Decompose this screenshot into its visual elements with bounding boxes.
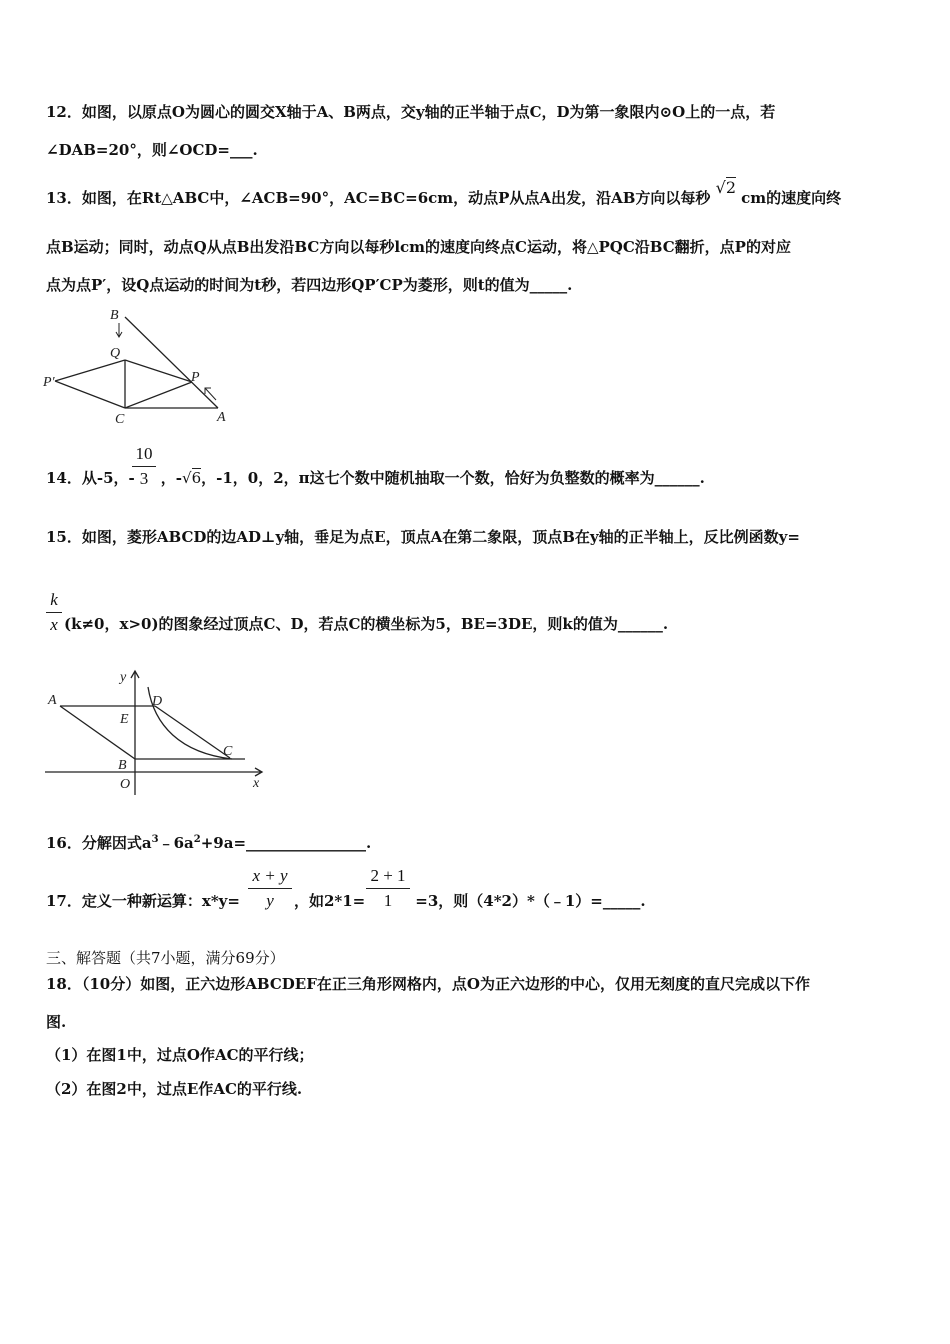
- q15-label-D: D: [152, 694, 163, 709]
- q18-sub2: （2）在图2中，过点E作AC的平行线.: [46, 1080, 303, 1098]
- q13-label-P: P: [191, 370, 200, 385]
- q14-frac-den: 3: [139, 469, 149, 488]
- q14-sqrt-sign: √: [182, 469, 192, 487]
- q15-line2: (k≠0，x>0)的图象经过顶点C、D，若点C的横坐标为5，BE=3DE，则k的值为______.: [64, 615, 669, 633]
- q15-fraction: [46, 590, 62, 635]
- q12-line2: ∠DAB=20°，则∠OCD=___.: [46, 141, 258, 159]
- q15-label-A: A: [48, 693, 57, 708]
- q18-line2: 图.: [46, 1013, 67, 1031]
- q13-figure: [40, 305, 240, 425]
- q13-line1-tail: cm的速度向终: [741, 189, 842, 207]
- q16-line: [46, 830, 371, 853]
- q13-line3: 点为点P′，设Q点运动的时间为t秒，若四边形QP′CP为菱形，则t的值为_____.: [46, 276, 573, 294]
- q18-line1: 18．（10分）如图，正六边形ABCDEF在正三角形网格内，点O为正六边形的中心，仅用无刻度的直尺完成以下作: [46, 975, 810, 993]
- q15-label-C: C: [223, 744, 233, 759]
- q15-label-B: B: [118, 758, 127, 773]
- q16-sup-3: 3: [151, 834, 159, 845]
- q14-text-b: ，-: [160, 469, 182, 487]
- q17-f1-den: y: [266, 891, 274, 910]
- q14-text-c: ，-1，0，2，π这七个数中随机抽取一个数，恰好为负整数的概率为______.: [201, 469, 705, 487]
- q13-line1-text: 13．如图，在Rt△ABC中，∠ACB=90°，AC=BC=6cm，动点P从点A出发，沿AB方向以每秒: [46, 189, 711, 207]
- q15-line1: 15．如图，菱形ABCD的边AD⊥y轴，垂足为点E，顶点A在第二象限，顶点B在y轴的正半轴上，反比例函数y=: [46, 528, 800, 546]
- q17-f1-num: x + y: [252, 866, 288, 885]
- q14-sqrt-value: 6: [191, 469, 202, 487]
- q16-sup-2: 2: [193, 834, 201, 845]
- q17-text-c: =3，则（4*2）*（﹣1）=_____.: [415, 892, 646, 910]
- q13-sqrt-value: 2: [725, 178, 737, 197]
- q12-line1: 12．如图，以原点O为圆心的圆交X轴于A、B两点，交y轴的正半轴于点C，D为第一象限内⊙O上的一点，若: [46, 103, 776, 121]
- q17-f2-num: 2 + 1: [370, 866, 406, 885]
- q14-frac-num: 10: [135, 444, 153, 463]
- q18-sub1: （1）在图1中，过点O作AC的平行线；: [46, 1046, 314, 1064]
- q13-label-P-prime: P′: [43, 375, 55, 390]
- q15-label-E: E: [120, 712, 129, 727]
- q17-text-a: 17．定义一种新运算：x*y=: [46, 892, 240, 910]
- section-heading: 三、解答题（共7小题，满分69分）: [46, 949, 285, 967]
- q15-frac-den: x: [50, 615, 58, 634]
- q13-line1: [46, 178, 842, 208]
- q13-label-Q: Q: [110, 346, 121, 361]
- q17-f2-den: 1: [383, 891, 393, 910]
- q14-text-a: 14．从-5，-: [46, 469, 135, 487]
- q13-line2: 点B运动；同时，动点Q从点B出发沿BC方向以每秒lcm的速度向终点C运动，将△PQC沿BC翻折，点P的对应: [46, 238, 791, 256]
- q15-figure: [40, 665, 270, 795]
- q13-label-A: A: [217, 410, 226, 425]
- q13-label-C: C: [115, 412, 125, 425]
- q15-label-y: y: [120, 670, 127, 685]
- q16-text-c: +9a=________________.: [200, 834, 372, 852]
- q13-sqrt-sign: √: [715, 178, 726, 197]
- q16-text-a: 16．分解因式a: [46, 834, 152, 852]
- q17-line: [46, 891, 646, 911]
- q15-label-x: x: [253, 776, 260, 791]
- q14-line: [46, 468, 705, 488]
- q17-text-b: ，如2*1=: [293, 892, 366, 910]
- q13-label-B: B: [110, 308, 119, 323]
- q15-frac-num: k: [50, 590, 58, 609]
- q15-label-O: O: [120, 777, 131, 792]
- q16-text-b: ﹣6a: [158, 834, 194, 852]
